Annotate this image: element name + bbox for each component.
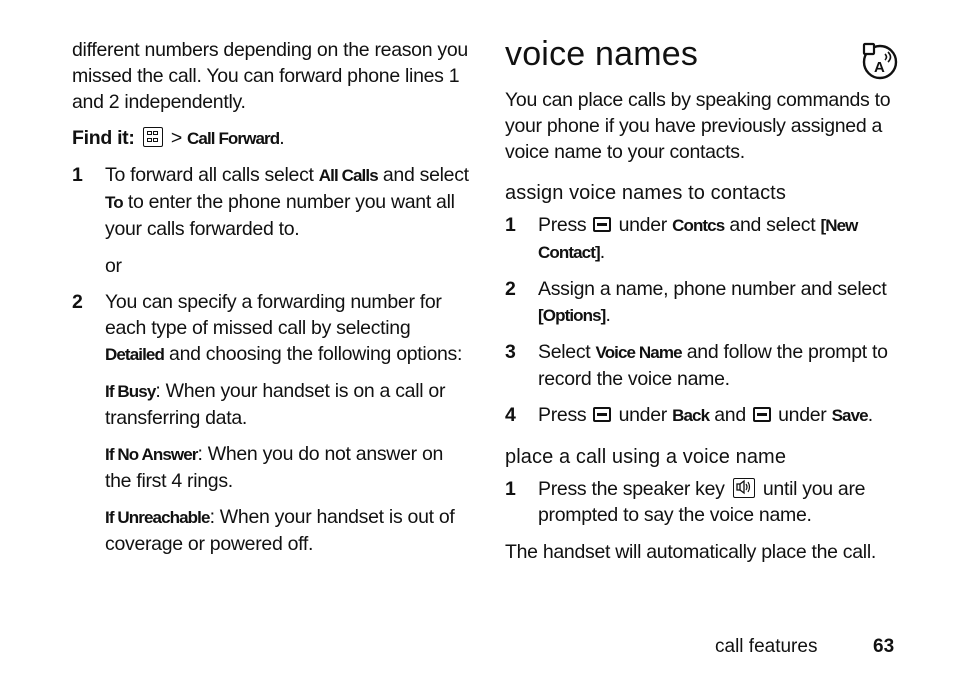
step-number: 2 xyxy=(72,291,83,313)
speaker-key-icon xyxy=(733,478,755,498)
find-it-line: Find it: > Call Forward. xyxy=(72,127,285,149)
find-it-separator: > xyxy=(170,127,182,149)
step-number: 2 xyxy=(505,278,516,300)
find-it-label: Find it: xyxy=(72,127,135,149)
back-softkey-label: Back xyxy=(672,406,710,425)
or-text: or xyxy=(105,255,122,277)
place-step-1: 1 Press the speaker key until you are prompted to say the voice name. xyxy=(505,478,866,526)
footer-section-title: call features xyxy=(715,636,818,657)
step-1: 1 To forward all calls select All Calls and select To to enter the phone number you want all your calls forwarded to. xyxy=(72,164,469,240)
new-contact-option: [New Contact] xyxy=(538,216,858,262)
step-number: 1 xyxy=(72,164,83,186)
intro-paragraph: different numbers depending on the reason you missed the call. You can forward phone lines 1 and 2 independently. xyxy=(72,39,468,113)
assign-step-1: 1 Press under Contcs and select [New Contact]. xyxy=(505,214,858,263)
options-option: [Options] xyxy=(538,306,606,325)
soft-key-icon xyxy=(593,407,611,422)
all-calls-option: All Calls xyxy=(318,166,378,185)
voice-names-intro: You can place calls by speaking commands to your phone if you have previously assigned a voice name to your contacts. xyxy=(505,89,891,163)
assign-subheading: assign voice names to contacts xyxy=(505,182,786,204)
soft-key-icon xyxy=(753,407,771,422)
option-if-no-answer: If No Answer: When you do not answer on the first 4 rings. xyxy=(105,443,444,492)
page-title: voice names xyxy=(505,35,699,73)
step-number: 1 xyxy=(505,478,516,500)
assign-step-4: 4 Press under Back and under Save. xyxy=(505,404,873,426)
step-number: 3 xyxy=(505,341,516,363)
left-column xyxy=(72,0,472,557)
voice-name-option: Voice Name xyxy=(595,343,682,362)
assign-step-2: 2 Assign a name, phone number and select [Options]. xyxy=(505,278,887,326)
option-label: If No Answer xyxy=(105,445,198,464)
save-softkey-label: Save xyxy=(831,406,868,425)
option-if-busy: If Busy: When your handset is on a call or transferring data. xyxy=(105,380,446,429)
step-number: 4 xyxy=(505,404,516,426)
menu-key-icon xyxy=(143,127,163,147)
option-label: If Unreachable xyxy=(105,508,210,527)
right-column xyxy=(505,0,905,565)
detailed-option: Detailed xyxy=(105,345,164,364)
contcs-softkey-label: Contcs xyxy=(672,216,725,235)
to-option: To xyxy=(105,193,123,212)
closing-paragraph: The handset will automatically place the call. xyxy=(505,541,876,563)
svg-text:A: A xyxy=(874,59,885,76)
assign-step-3: 3 Select Voice Name and follow the prompt to record the voice name. xyxy=(505,341,888,390)
call-forward-menu-path: Call Forward xyxy=(187,129,280,148)
page-number: 63 xyxy=(873,636,895,657)
soft-key-icon xyxy=(593,217,611,232)
step-2: 2 You can specify a forwarding number for each type of missed call by selecting Detailed and choosing the following options: xyxy=(72,291,463,365)
option-label: If Busy xyxy=(105,382,156,401)
option-if-unreachable: If Unreachable: When your handset is out of coverage or powered off. xyxy=(105,506,455,555)
step-number: 1 xyxy=(505,214,516,236)
place-call-subheading: place a call using a voice name xyxy=(505,446,787,468)
